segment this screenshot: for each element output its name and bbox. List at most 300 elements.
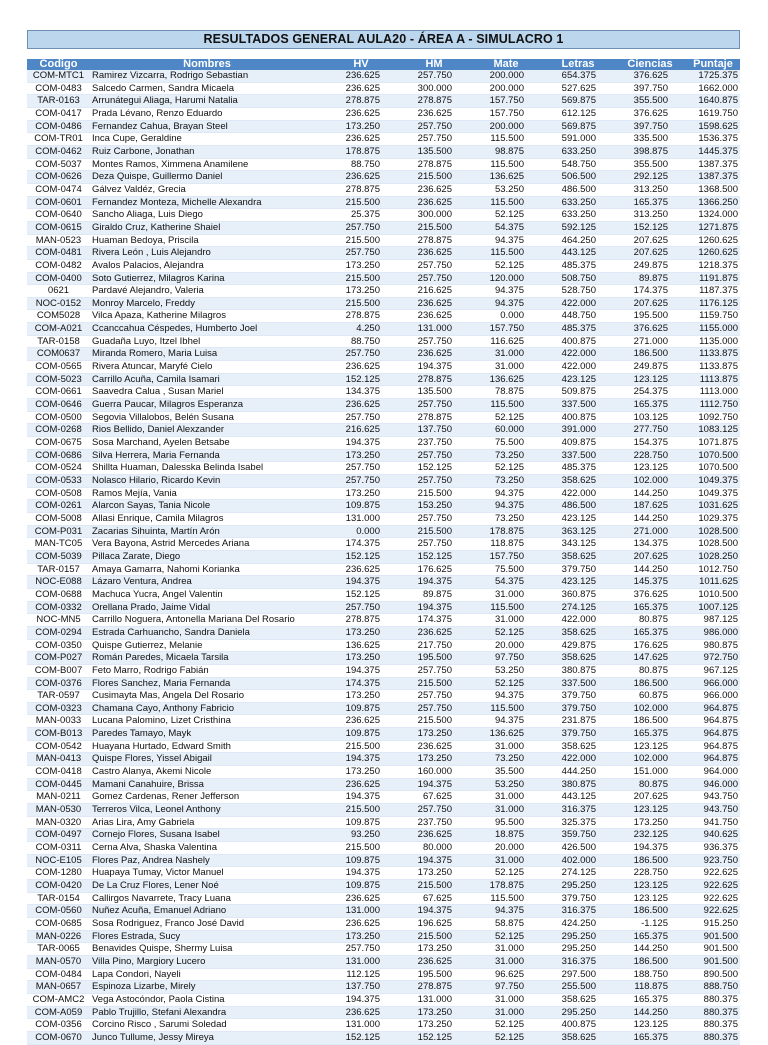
ciencias-cell: 186.500 [614, 854, 686, 867]
mate-cell: 60.000 [470, 424, 542, 437]
name-cell: Rios Bellido, Daniel Alexzander [90, 424, 324, 437]
ciencias-cell: -1.125 [614, 917, 686, 930]
code-cell: MAN-0530 [27, 804, 90, 817]
column-header-puntaje: Puntaje [686, 59, 740, 70]
ciencias-cell: 254.375 [614, 386, 686, 399]
puntaje-cell: 986.000 [686, 626, 740, 639]
hv-cell: 152.125 [324, 1031, 398, 1044]
code-cell: MAN-TC05 [27, 538, 90, 551]
header-row [27, 59, 740, 70]
letras-cell: 358.625 [542, 475, 614, 488]
letras-cell: 444.250 [542, 766, 614, 779]
table-row [27, 209, 740, 222]
hm-cell: 194.375 [398, 854, 470, 867]
name-cell: Huaman Bedoya, Priscila [90, 234, 324, 247]
letras-cell: 255.500 [542, 981, 614, 994]
mate-cell: 94.375 [470, 690, 542, 703]
letras-cell: 423.125 [542, 512, 614, 525]
table-row [27, 500, 740, 513]
puntaje-cell: 1012.750 [686, 563, 740, 576]
table-row [27, 424, 740, 437]
table-row [27, 905, 740, 918]
hm-cell: 194.375 [398, 361, 470, 374]
mate-cell: 157.750 [470, 323, 542, 336]
hm-cell: 236.625 [398, 183, 470, 196]
ciencias-cell: 228.750 [614, 867, 686, 880]
mate-cell: 52.125 [470, 209, 542, 222]
mate-cell: 52.125 [470, 259, 542, 272]
hv-cell: 131.000 [324, 512, 398, 525]
hv-cell: 88.750 [324, 158, 398, 171]
table-row [27, 449, 740, 462]
table-row [27, 563, 740, 576]
letras-cell: 295.250 [542, 1006, 614, 1019]
mate-cell: 20.000 [470, 639, 542, 652]
puntaje-cell: 940.625 [686, 829, 740, 842]
hm-cell: 173.250 [398, 943, 470, 956]
mate-cell: 94.375 [470, 285, 542, 298]
table-row [27, 437, 740, 450]
ciencias-cell: 207.625 [614, 234, 686, 247]
letras-cell: 379.750 [542, 563, 614, 576]
table-row [27, 804, 740, 817]
puntaje-cell: 880.375 [686, 993, 740, 1006]
hm-cell: 173.250 [398, 1006, 470, 1019]
table-row [27, 335, 740, 348]
code-cell: COM-5039 [27, 550, 90, 563]
hm-cell: 194.375 [398, 576, 470, 589]
code-cell: COM-0615 [27, 221, 90, 234]
puntaje-cell: 1662.000 [686, 82, 740, 95]
hv-cell: 93.250 [324, 829, 398, 842]
hm-cell: 257.750 [398, 538, 470, 551]
table-row [27, 462, 740, 475]
hm-cell: 152.125 [398, 550, 470, 563]
code-cell: COM-0508 [27, 487, 90, 500]
mate-cell: 52.125 [470, 626, 542, 639]
hm-cell: 194.375 [398, 601, 470, 614]
ciencias-cell: 123.125 [614, 1019, 686, 1032]
letras-cell: 527.625 [542, 82, 614, 95]
code-cell: MAN-0657 [27, 981, 90, 994]
name-cell: Terreros Vilca, Leonel Anthony [90, 804, 324, 817]
name-cell: Saavedra Calua , Susan Mariel [90, 386, 324, 399]
puntaje-cell: 1387.375 [686, 158, 740, 171]
table-row [27, 171, 740, 184]
puntaje-cell: 964.875 [686, 753, 740, 766]
puntaje-cell: 1445.375 [686, 145, 740, 158]
hm-cell: 194.375 [398, 778, 470, 791]
hm-cell: 67.625 [398, 791, 470, 804]
mate-cell: 94.375 [470, 905, 542, 918]
name-cell: Allasi Enrique, Camila Milagros [90, 512, 324, 525]
hv-cell: 174.375 [324, 677, 398, 690]
hm-cell: 236.625 [398, 740, 470, 753]
code-cell: COM-0356 [27, 1019, 90, 1032]
puntaje-cell: 943.750 [686, 791, 740, 804]
table-row [27, 677, 740, 690]
puntaje-cell: 1366.250 [686, 196, 740, 209]
hm-cell: 160.000 [398, 766, 470, 779]
code-cell: COM-MTC1 [27, 70, 90, 82]
hv-cell: 194.375 [324, 867, 398, 880]
name-cell: Miranda Romero, Maria Luisa [90, 348, 324, 361]
mate-cell: 178.875 [470, 525, 542, 538]
hv-cell: 194.375 [324, 753, 398, 766]
hv-cell: 0.000 [324, 525, 398, 538]
name-cell: Nolasco Hilario, Ricardo Kevin [90, 475, 324, 488]
name-cell: Román Paredes, Micaela Tarsila [90, 652, 324, 665]
ciencias-cell: 186.500 [614, 955, 686, 968]
table-row [27, 512, 740, 525]
mate-cell: 157.750 [470, 95, 542, 108]
code-cell: NOC-MN5 [27, 614, 90, 627]
name-cell: Arias Lira, Amy Gabriela [90, 816, 324, 829]
ciencias-cell: 397.750 [614, 120, 686, 133]
name-cell: Callirgos Navarrete, Tracy Luana [90, 892, 324, 905]
name-cell: Nuñez Acuña, Emanuel Adriano [90, 905, 324, 918]
puntaje-cell: 1028.250 [686, 550, 740, 563]
hv-cell: 152.125 [324, 588, 398, 601]
code-cell: TAR-0157 [27, 563, 90, 576]
mate-cell: 31.000 [470, 955, 542, 968]
code-cell: COM-0445 [27, 778, 90, 791]
hv-cell: 137.750 [324, 981, 398, 994]
puntaje-cell: 880.375 [686, 1031, 740, 1044]
table-row [27, 981, 740, 994]
mate-cell: 115.500 [470, 247, 542, 260]
table-row [27, 234, 740, 247]
hm-cell: 215.500 [398, 487, 470, 500]
mate-cell: 118.875 [470, 538, 542, 551]
column-header-nombres: Nombres [90, 59, 324, 70]
code-cell: MAN-0523 [27, 234, 90, 247]
ciencias-cell: 376.625 [614, 70, 686, 82]
puntaje-cell: 964.875 [686, 728, 740, 741]
hv-cell: 88.750 [324, 335, 398, 348]
hm-cell: 195.500 [398, 968, 470, 981]
table-row [27, 411, 740, 424]
ciencias-cell: 80.875 [614, 614, 686, 627]
name-cell: Alarcon Sayas, Tania Nicole [90, 500, 324, 513]
name-cell: Huayana Hurtado, Edward Smith [90, 740, 324, 753]
letras-cell: 443.125 [542, 791, 614, 804]
mate-cell: 54.375 [470, 221, 542, 234]
letras-cell: 506.500 [542, 171, 614, 184]
mate-cell: 94.375 [470, 500, 542, 513]
letras-cell: 422.000 [542, 361, 614, 374]
puntaje-cell: 1218.375 [686, 259, 740, 272]
hv-cell: 173.250 [324, 259, 398, 272]
table-row [27, 576, 740, 589]
mate-cell: 31.000 [470, 740, 542, 753]
code-cell: COM-0565 [27, 361, 90, 374]
hm-cell: 67.625 [398, 892, 470, 905]
ciencias-cell: 144.250 [614, 487, 686, 500]
hv-cell: 173.250 [324, 690, 398, 703]
letras-cell: 485.375 [542, 462, 614, 475]
letras-cell: 360.875 [542, 588, 614, 601]
name-cell: Montes Ramos, Ximmena Anamilene [90, 158, 324, 171]
ciencias-cell: 80.875 [614, 778, 686, 791]
hm-cell: 237.750 [398, 816, 470, 829]
name-cell: Cusimayta Mas, Angela Del Rosario [90, 690, 324, 703]
code-cell: COM-0486 [27, 120, 90, 133]
puntaje-cell: 964.875 [686, 740, 740, 753]
puntaje-cell: 901.500 [686, 955, 740, 968]
table-row [27, 285, 740, 298]
letras-cell: 379.750 [542, 728, 614, 741]
letras-cell: 485.375 [542, 323, 614, 336]
mate-cell: 31.000 [470, 1006, 542, 1019]
hm-cell: 80.000 [398, 842, 470, 855]
table-row [27, 854, 740, 867]
puntaje-cell: 936.375 [686, 842, 740, 855]
mate-cell: 31.000 [470, 993, 542, 1006]
column-header-hv: HV [324, 59, 398, 70]
puntaje-cell: 1176.125 [686, 297, 740, 310]
mate-cell: 115.500 [470, 133, 542, 146]
ciencias-cell: 144.250 [614, 512, 686, 525]
hv-cell: 109.875 [324, 702, 398, 715]
hm-cell: 135.500 [398, 386, 470, 399]
puntaje-cell: 901.500 [686, 930, 740, 943]
letras-cell: 358.625 [542, 550, 614, 563]
hv-cell: 236.625 [324, 133, 398, 146]
name-cell: Amaya Gamarra, Nahomi Korianka [90, 563, 324, 576]
table-row [27, 525, 740, 538]
ciencias-cell: 118.875 [614, 981, 686, 994]
mate-cell: 18.875 [470, 829, 542, 842]
name-cell: Benavides Quispe, Shermy Luisa [90, 943, 324, 956]
hm-cell: 257.750 [398, 804, 470, 817]
name-cell: Huapaya Tumay, Victor Manuel [90, 867, 324, 880]
name-cell: Deza Quispe, Guillermo Daniel [90, 171, 324, 184]
letras-cell: 633.250 [542, 209, 614, 222]
letras-cell: 409.875 [542, 437, 614, 450]
letras-cell: 359.750 [542, 829, 614, 842]
code-cell: COM-1280 [27, 867, 90, 880]
code-cell: MAN-0211 [27, 791, 90, 804]
hm-cell: 300.000 [398, 82, 470, 95]
table-row [27, 740, 740, 753]
hv-cell: 257.750 [324, 221, 398, 234]
hm-cell: 173.250 [398, 728, 470, 741]
code-cell: COM5028 [27, 310, 90, 323]
hv-cell: 173.250 [324, 449, 398, 462]
name-cell: Flores Estrada, Sucy [90, 930, 324, 943]
ciencias-cell: 123.125 [614, 462, 686, 475]
code-cell: COM-0474 [27, 183, 90, 196]
hv-cell: 236.625 [324, 107, 398, 120]
hv-cell: 136.625 [324, 639, 398, 652]
letras-cell: 343.125 [542, 538, 614, 551]
hm-cell: 215.500 [398, 880, 470, 893]
table-row [27, 373, 740, 386]
code-cell: COM-5037 [27, 158, 90, 171]
mate-cell: 73.250 [470, 449, 542, 462]
table-row [27, 930, 740, 943]
table-row [27, 70, 740, 82]
hm-cell: 215.500 [398, 525, 470, 538]
table-row [27, 386, 740, 399]
hv-cell: 131.000 [324, 955, 398, 968]
hv-cell: 109.875 [324, 728, 398, 741]
hv-cell: 131.000 [324, 1019, 398, 1032]
ciencias-cell: 207.625 [614, 297, 686, 310]
table-row [27, 487, 740, 500]
mate-cell: 52.125 [470, 677, 542, 690]
ciencias-cell: 187.625 [614, 500, 686, 513]
letras-cell: 358.625 [542, 1031, 614, 1044]
mate-cell: 200.000 [470, 120, 542, 133]
hm-cell: 257.750 [398, 690, 470, 703]
puntaje-cell: 1155.000 [686, 323, 740, 336]
letras-cell: 633.250 [542, 196, 614, 209]
code-cell: COM-0640 [27, 209, 90, 222]
ciencias-cell: 176.625 [614, 639, 686, 652]
name-cell: Rivera León , Luis Alejandro [90, 247, 324, 260]
ciencias-cell: 144.250 [614, 1006, 686, 1019]
table-row [27, 550, 740, 563]
puntaje-cell: 964.875 [686, 702, 740, 715]
letras-cell: 424.250 [542, 917, 614, 930]
puntaje-cell: 966.000 [686, 677, 740, 690]
code-cell: NOC-E105 [27, 854, 90, 867]
mate-cell: 20.000 [470, 842, 542, 855]
name-cell: Corcino Risco , Sarumi Soledad [90, 1019, 324, 1032]
puntaje-cell: 1070.500 [686, 462, 740, 475]
letras-cell: 391.000 [542, 424, 614, 437]
puntaje-cell: 1113.000 [686, 386, 740, 399]
name-cell: Lázaro Ventura, Andrea [90, 576, 324, 589]
column-header-letras: Letras [542, 59, 614, 70]
hm-cell: 236.625 [398, 107, 470, 120]
ciencias-cell: 144.250 [614, 943, 686, 956]
code-cell: COM-0685 [27, 917, 90, 930]
letras-cell: 591.000 [542, 133, 614, 146]
hm-cell: 174.375 [398, 614, 470, 627]
table-row [27, 652, 740, 665]
ciencias-cell: 249.875 [614, 259, 686, 272]
ciencias-cell: 207.625 [614, 550, 686, 563]
code-cell: COM-0418 [27, 766, 90, 779]
hm-cell: 257.750 [398, 664, 470, 677]
ciencias-cell: 165.375 [614, 601, 686, 614]
ciencias-cell: 151.000 [614, 766, 686, 779]
puntaje-cell: 1187.375 [686, 285, 740, 298]
ciencias-cell: 134.375 [614, 538, 686, 551]
letras-cell: 274.125 [542, 601, 614, 614]
mate-cell: 31.000 [470, 943, 542, 956]
ciencias-cell: 165.375 [614, 399, 686, 412]
ciencias-cell: 355.500 [614, 95, 686, 108]
letras-cell: 297.500 [542, 968, 614, 981]
letras-cell: 422.000 [542, 614, 614, 627]
letras-cell: 358.625 [542, 740, 614, 753]
hv-cell: 257.750 [324, 348, 398, 361]
hv-cell: 173.250 [324, 652, 398, 665]
mate-cell: 31.000 [470, 361, 542, 374]
code-cell: COM-0311 [27, 842, 90, 855]
mate-cell: 96.625 [470, 968, 542, 981]
table-row [27, 221, 740, 234]
letras-cell: 337.500 [542, 399, 614, 412]
name-cell: Carrillo Acuña, Camila Isamari [90, 373, 324, 386]
hm-cell: 278.875 [398, 158, 470, 171]
column-header-codigo: Codigo [27, 59, 90, 70]
puntaje-cell: 1133.875 [686, 348, 740, 361]
mate-cell: 120.000 [470, 272, 542, 285]
table-row [27, 95, 740, 108]
hv-cell: 236.625 [324, 563, 398, 576]
hv-cell: 257.750 [324, 601, 398, 614]
mate-cell: 73.250 [470, 475, 542, 488]
name-cell: Salcedo Carmen, Sandra Micaela [90, 82, 324, 95]
ciencias-cell: 60.875 [614, 690, 686, 703]
puntaje-cell: 1598.625 [686, 120, 740, 133]
hm-cell: 236.625 [398, 955, 470, 968]
letras-cell: 426.500 [542, 842, 614, 855]
ciencias-cell: 152.125 [614, 221, 686, 234]
puntaje-cell: 1070.500 [686, 449, 740, 462]
mate-cell: 35.500 [470, 766, 542, 779]
table-row [27, 475, 740, 488]
hv-cell: 236.625 [324, 70, 398, 82]
letras-cell: 633.250 [542, 145, 614, 158]
code-cell: COM-0350 [27, 639, 90, 652]
table-row [27, 196, 740, 209]
ciencias-cell: 249.875 [614, 361, 686, 374]
hm-cell: 257.750 [398, 120, 470, 133]
mate-cell: 136.625 [470, 373, 542, 386]
table-row [27, 348, 740, 361]
code-cell: MAN-0320 [27, 816, 90, 829]
ciencias-cell: 186.500 [614, 677, 686, 690]
hv-cell: 236.625 [324, 361, 398, 374]
code-cell: COM-0560 [27, 905, 90, 918]
hv-cell: 236.625 [324, 171, 398, 184]
code-cell: COM-0294 [27, 626, 90, 639]
puntaje-cell: 1725.375 [686, 70, 740, 82]
puntaje-cell: 890.500 [686, 968, 740, 981]
code-cell: COM-B007 [27, 664, 90, 677]
name-cell: Cerna Alva, Shaska Valentina [90, 842, 324, 855]
table-row [27, 829, 740, 842]
table-row [27, 538, 740, 551]
hv-cell: 109.875 [324, 500, 398, 513]
hm-cell: 236.625 [398, 829, 470, 842]
mate-cell: 94.375 [470, 487, 542, 500]
name-cell: Villa Pino, Margiory Lucero [90, 955, 324, 968]
ciencias-cell: 89.875 [614, 272, 686, 285]
ciencias-cell: 165.375 [614, 196, 686, 209]
hm-cell: 300.000 [398, 209, 470, 222]
code-cell: COM-5008 [27, 512, 90, 525]
code-cell: COM-0400 [27, 272, 90, 285]
hm-cell: 257.750 [398, 512, 470, 525]
letras-cell: 548.750 [542, 158, 614, 171]
ciencias-cell: 292.125 [614, 171, 686, 184]
name-cell: Ruiz Carbone, Jonathan [90, 145, 324, 158]
ciencias-cell: 228.750 [614, 449, 686, 462]
puntaje-cell: 880.375 [686, 1019, 740, 1032]
letras-cell: 295.250 [542, 943, 614, 956]
mate-cell: 115.500 [470, 158, 542, 171]
letras-cell: 379.750 [542, 892, 614, 905]
hv-cell: 173.250 [324, 487, 398, 500]
ciencias-cell: 165.375 [614, 728, 686, 741]
